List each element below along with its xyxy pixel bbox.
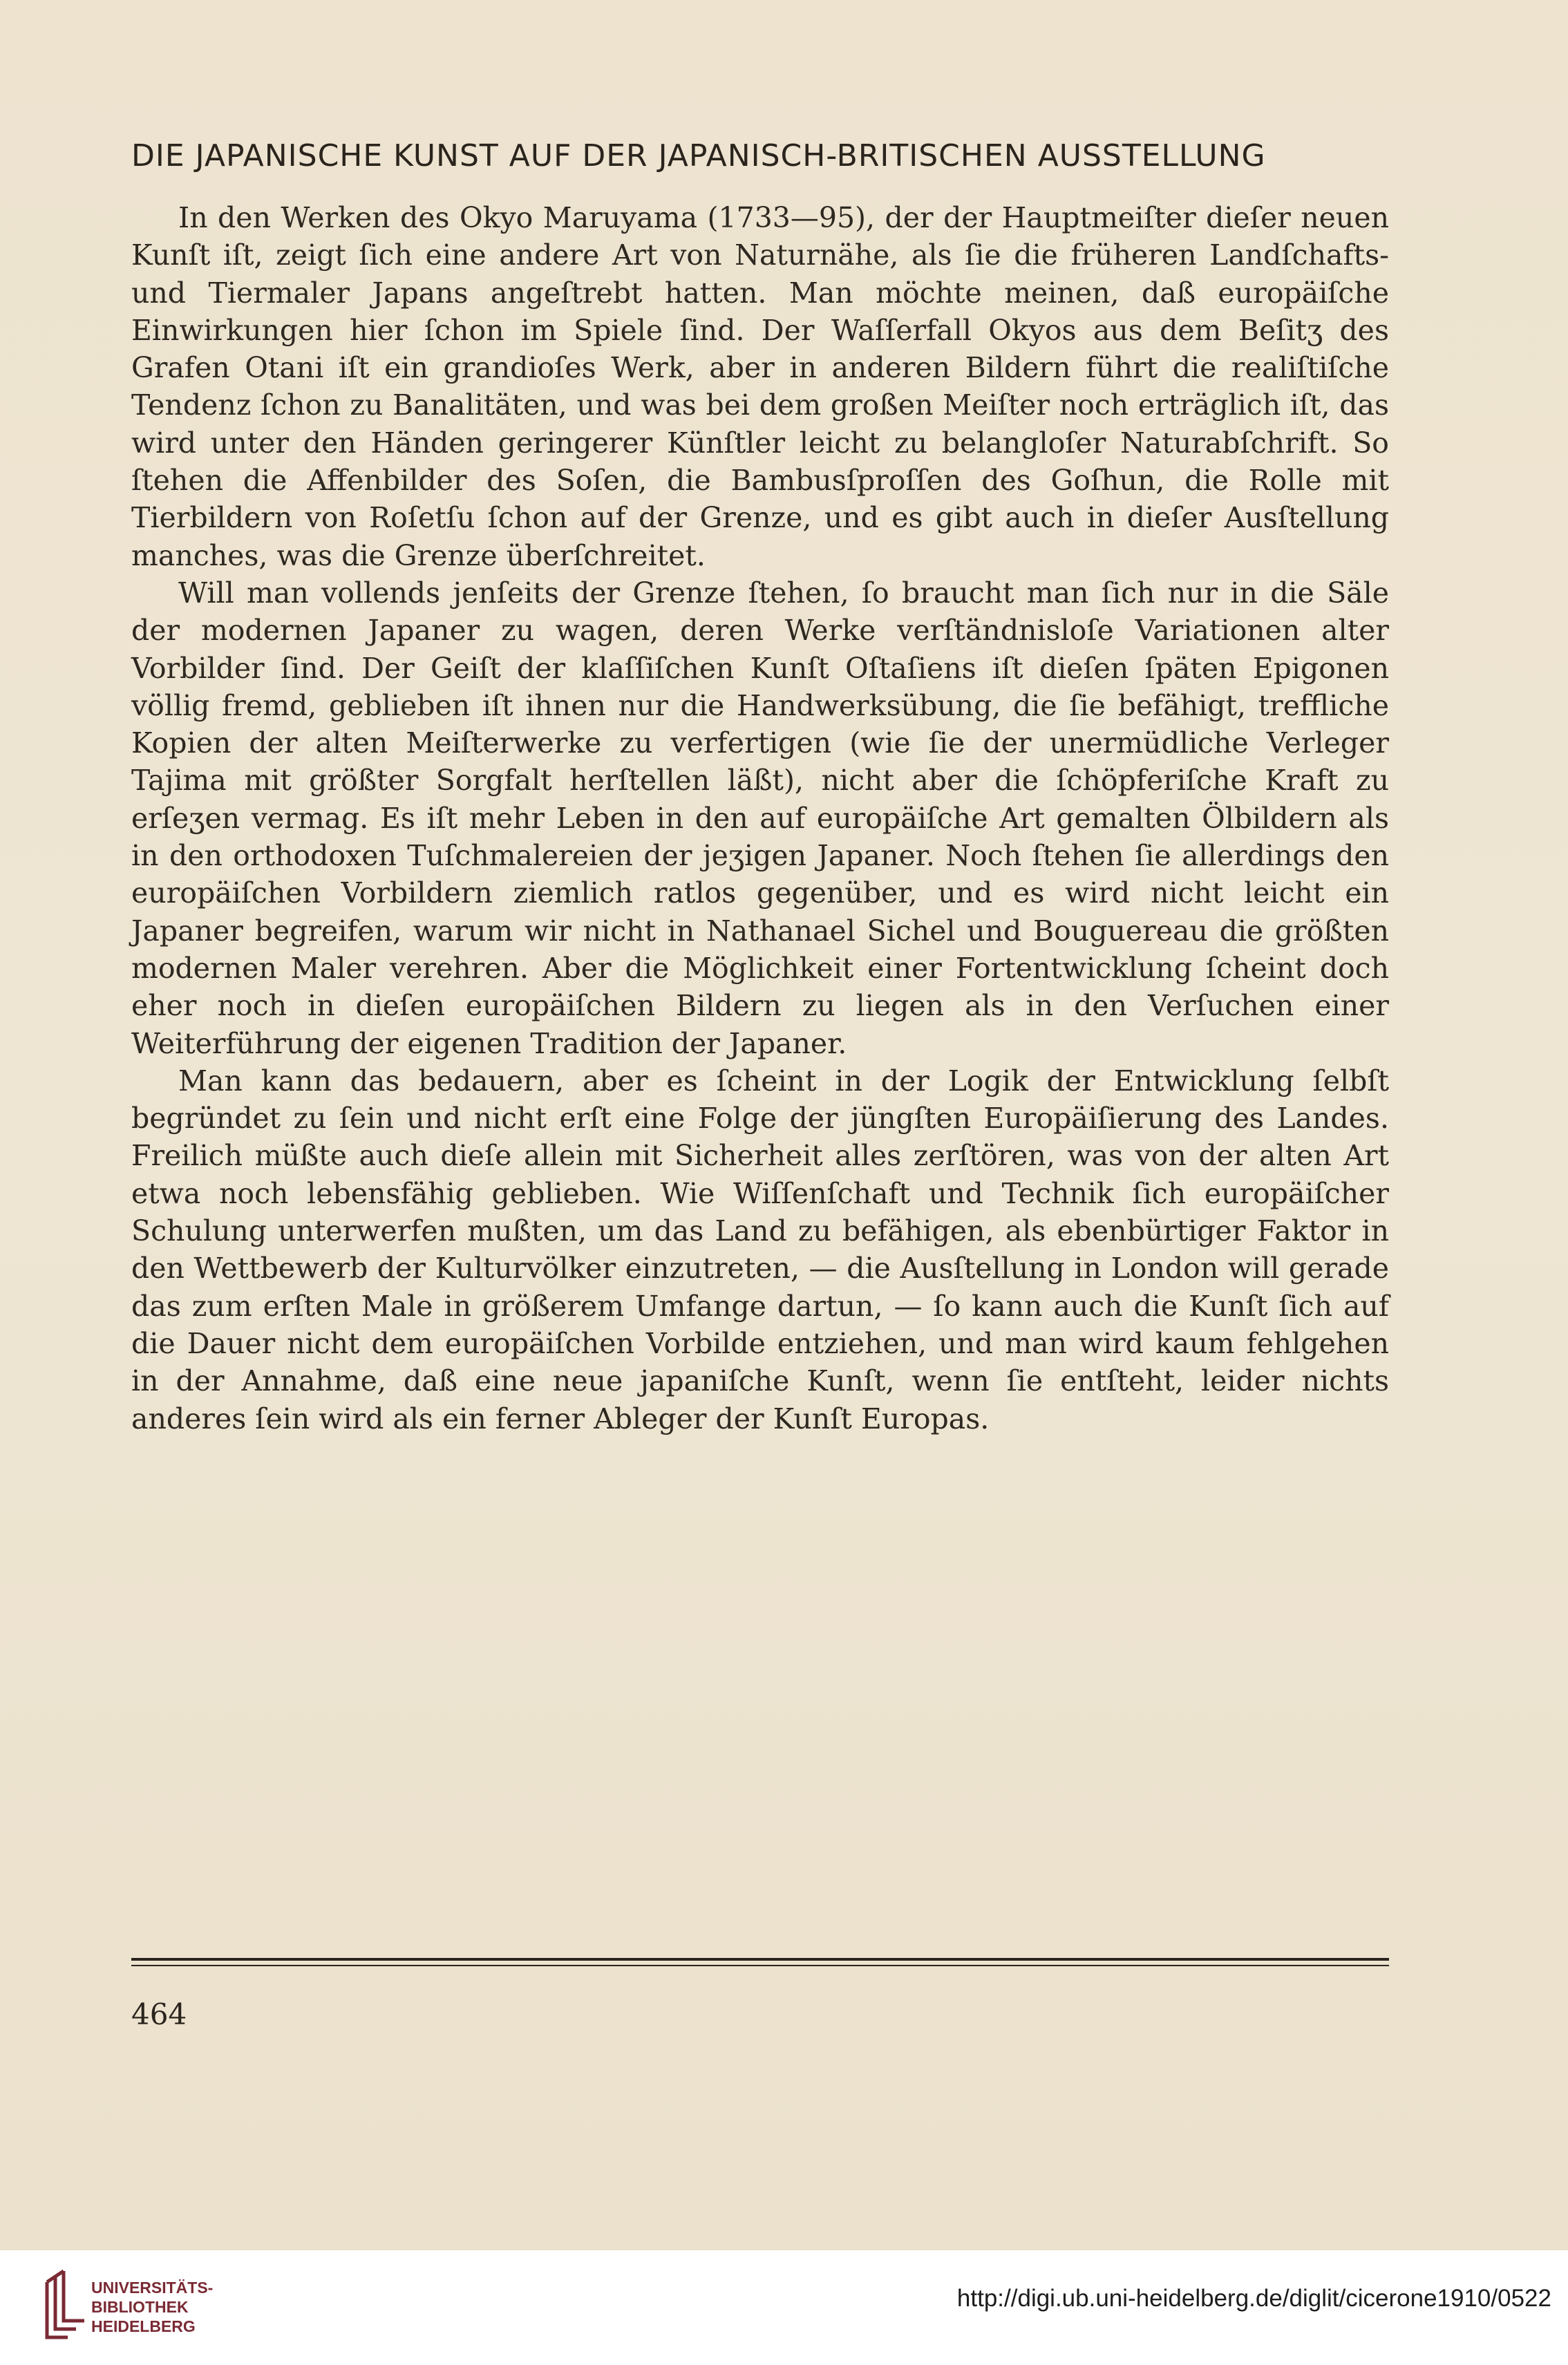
- page-heading: DIE JAPANISCHE KUNST AUF DER JAPANISCH-BRITISCHEN AUSSTELLUNG: [131, 138, 1266, 173]
- paragraph-3: Man kann das bedauern, aber es ſcheint in der Logik der Entwicklung ſelbſt begründet zu ſein und nicht erſt eine Folge der jüngſten Europäiſierung des Landes. Freilich müßte auch dieſe allein mit Sicherheit alles zerſtören, was von der alten Art etwa noch lebensfähig geblieben. Wie Wiſſenſchaft und Technik ſich europäiſcher Schulung unterwerfen mußten, um das Land zu befähigen, als ebenbürtiger Faktor in den Wettbewerb der Kulturvölker einzutreten, — die Ausſtellung in London will gerade das zum erſten Male in größerem Umfange dartun, — ſo kann auch die Kunſt ſich auf die Dauer nicht dem europäiſchen Vorbilde entziehen, und man wird kaum fehlgehen in der Annahme, daß eine neue japaniſche Kunſt, wenn ſie entſteht, leider nichts anderes ſein wird als ein ferner Ableger der Kunſt Europas.: [131, 1064, 1389, 1435]
- paragraph-2: Will man vollends jenſeits der Grenze ſtehen, ſo braucht man ſich nur in die Säle der modernen Japaner zu wagen, deren Werke verſtändnisloſe Variationen alter Vorbilder ſind. Der Geiſt der klaſſiſchen Kunſt Oſtaſiens iſt dieſen ſpäten Epigonen völlig fremd, geblieben iſt ihnen nur die Handwerksübung, die ſie befähigt, treffliche Kopien der alten Meiſterwerke zu verfertigen (wie ſie der unermüdliche Verleger Tajima mit größter Sorgfalt herſtellen läßt), nicht aber die ſchöpferiſche Kraft zu erſeʒen vermag. Es iſt mehr Leben in den auf europäiſche Art gemalten Ölbildern als in den orthodoxen Tuſchmalereien der jeʒigen Japaner. Noch ſtehen ſie allerdings den europäiſchen Vorbildern ziemlich ratlos gegenüber, und es wird nicht leicht ein Japaner begreifen, warum wir nicht in Nathanael Sichel und Bouguereau die größten modernen Maler verehren. Aber die Möglichkeit einer Fortentwicklung ſcheint doch eher noch in dieſen europäiſchen Bildern zu liegen als in den Verſuchen einer Weiterführung der eigenen Tradition der Japaner.: [131, 576, 1389, 1060]
- library-name: [91, 2278, 213, 2336]
- page-number: 464: [131, 1997, 187, 2031]
- library-logo-icon: [40, 2268, 88, 2344]
- footer-rule-thin: [131, 1965, 1389, 1966]
- footer-rule-thick: [131, 1958, 1389, 1961]
- source-url-link[interactable]: http://digi.ub.uni-heidelberg.de/diglit/cicerone1910/0522: [956, 2285, 1551, 2312]
- paragraph-1: In den Werken des Okyo Maruyama (1733—95), der der Hauptmeiſter dieſer neuen Kunſt iſt, zeigt ſich eine andere Art von Naturnähe, als ſie die früheren Landſchafts- und Tiermaler Japans angeſtrebt hatten. Man möchte meinen, daß europäiſche Einwirkungen hier ſchon im Spiele ſind. Der Waſſerfall Okyos aus dem Beſitʒ des Grafen Otani iſt ein grandioſes Werk, aber in anderen Bildern führt die realiſtiſche Tendenz ſchon zu Banalitäten, und was bei dem großen Meiſter noch erträglich iſt, das wird unter den Händen geringerer Künſtler leicht zu belangloſer Naturabſchrift. So ſtehen die Affenbilder des Soſen, die Bambusſproſſen des Goſhun, die Rolle mit Tierbildern von Roſetſu ſchon auf der Grenze, und es gibt auch in dieſer Ausſtellung manches, was die Grenze überſchreitet.: [131, 201, 1389, 572]
- library-name-line-2: BIBLIOTHEK: [91, 2298, 189, 2316]
- library-name-line-1: UNIVERSITÄTS-: [91, 2279, 214, 2297]
- library-footer-bar: [0, 2250, 1568, 2365]
- article-body: [131, 199, 1389, 1438]
- library-name-line-3: HEIDELBERG: [91, 2317, 196, 2335]
